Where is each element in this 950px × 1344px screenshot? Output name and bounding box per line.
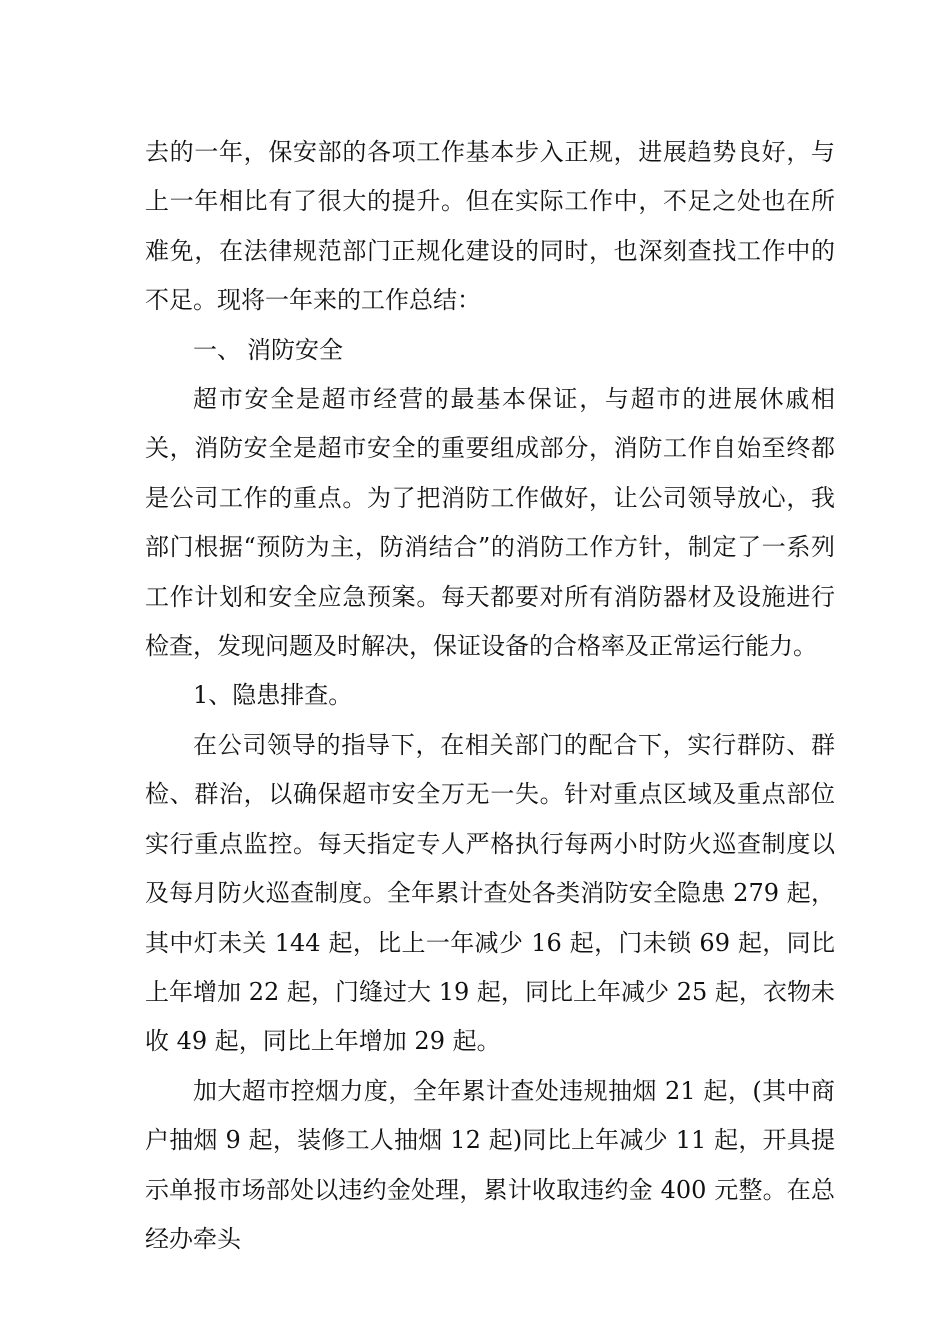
paragraph-intro: 去的一年，保安部的各项工作基本步入正规，进展趋势良好，与上一年相比有了很大的提升。但在实际工作中，不足之处也在所难免，在法律规范部门正规化建设的同时，也深刻查找工作中的不足。现将一年来的工作总结： [145, 138, 835, 315]
paragraph-smoking-control: 加大超市控烟力度，全年累计查处违规抽烟 21 起，(其中商户抽烟 9 起，装修工人抽烟 12 起)同比上年减少 11 起，开具提示单报市场部处以违约金处理，累计收取违约金 400 元整。在总经办牵头 [145, 1076, 835, 1253]
section-heading-title: 消防安全 [247, 335, 343, 364]
section-heading-number: 一、 [193, 335, 241, 364]
paragraph-hazard-statistics: 在公司领导的指导下，在相关部门的配合下，实行群防、群检、群治，以确保超市安全万无一失。针对重点区域及重点部位实行重点监控。每天指定专人严格执行每两小时防火巡查制度以及每月防火巡查制度。全年累计查处各类消防安全隐患 279 起，其中灯未关 144 起，比上一年减少 16 起，门未锁 69 起，同比上年增加 22 起，门缝过大 19 起，同比上年减少 25 起，衣物未收 49 起，同比上年增加 29 起。 [145, 730, 835, 1056]
paragraph-fire-safety-overview: 超市安全是超市经营的最基本保证，与超市的进展休戚相关，消防安全是超市安全的重要组成部分，消防工作自始至终都是公司工作的重点。为了把消防工作做好，让公司领导放心，我部门根据“预防为主，防消结合”的消防工作方针，制定了一系列工作计划和安全应急预案。每天都要对所有消防器材及设施进行检查，发现问题及时解决，保证设备的合格率及正常运行能力。 [145, 385, 835, 661]
section-heading-fire-safety [145, 326, 835, 375]
document-body [145, 128, 835, 1264]
subheading-hazard-inspection: 1、隐患排查。 [193, 681, 353, 710]
